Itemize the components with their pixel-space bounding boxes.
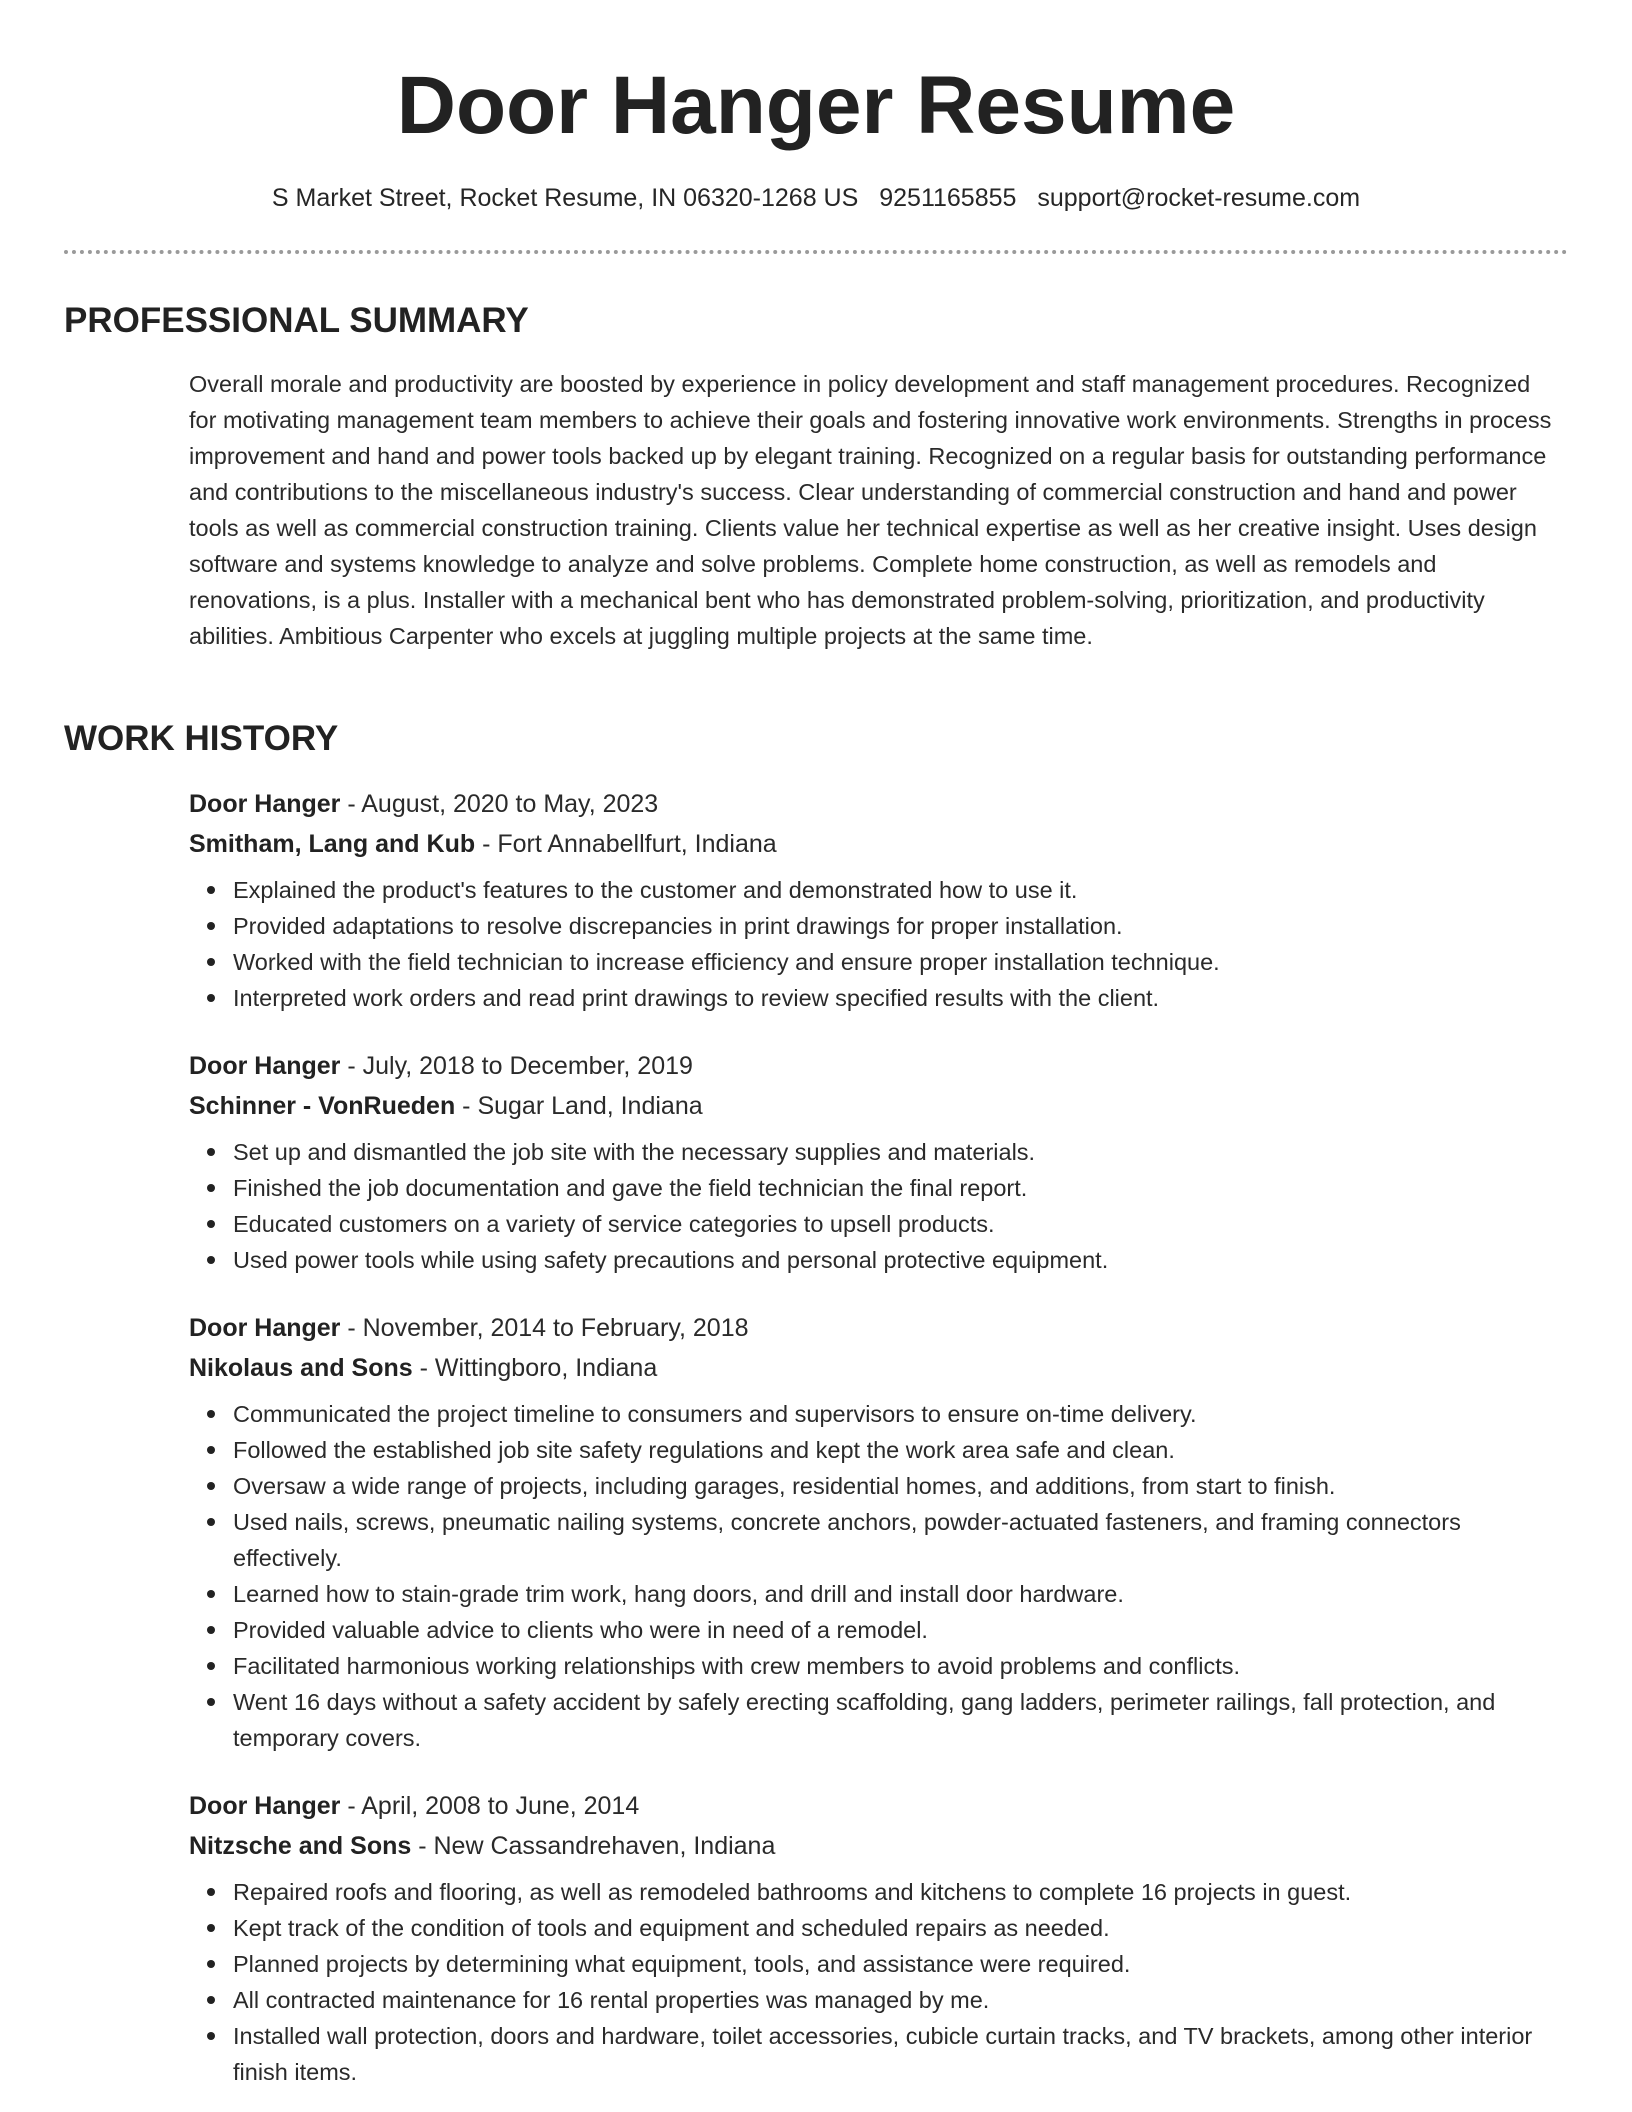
job-dates: - August, 2020 to May, 2023: [340, 790, 659, 818]
job-role: Door Hanger: [189, 790, 341, 818]
job-location: - Wittingboro, Indiana: [412, 1354, 658, 1382]
job-bullets: [189, 872, 1564, 1016]
job-company-line: [189, 824, 1564, 864]
job-company: Schinner - VonRueden: [189, 1092, 456, 1120]
contact-phone: 9251165855: [879, 184, 1017, 212]
job-company: Nitzsche and Sons: [189, 1832, 412, 1860]
job-bullets: [189, 1134, 1564, 1278]
job-bullet: Kept track of the condition of tools and equipment and scheduled repairs as needed.: [233, 1910, 1564, 1946]
resume-title: Door Hanger Resume: [396, 60, 1236, 151]
summary-text: Overall morale and productivity are boosted by experience in policy development and staff management procedures. Recognized for motivating management team members to achieve their goals and fostering innovative work environments. Strengths in process improvement and hand and power tools backed up by elegant training. Recognized on a regular basis for outstanding performance and contributions to the miscellaneous industry's success. Clear understanding of commercial construction and hand and power tools as well as commercial construction training. Clients value her technical expertise as well as her creative insight. Uses design software and systems knowledge to analyze and solve problems. Complete home construction, as well as remodels and renovations, is a plus. Installer with a mechanical bent who has demonstrated problem-solving, prioritization, and productivity abilities. Ambitious Carpenter who excels at juggling multiple projects at the same time.: [189, 371, 1552, 649]
job-bullet: Learned how to stain-grade trim work, hang doors, and drill and install door hardware.: [233, 1576, 1564, 1612]
summary-heading: PROFESSIONAL SUMMARY: [64, 301, 529, 340]
job-location: - New Cassandrehaven, Indiana: [411, 1832, 776, 1860]
job-title-line: [189, 1046, 1564, 1086]
job-dates: - November, 2014 to February, 2018: [340, 1314, 749, 1342]
job-entry: [189, 1046, 1564, 1278]
job-entry: [189, 784, 1564, 1016]
job-bullet: Worked with the field technician to increase efficiency and ensure proper installation technique.: [233, 944, 1564, 980]
job-company: Nikolaus and Sons: [189, 1354, 413, 1382]
job-bullet: Explained the product's features to the customer and demonstrated how to use it.: [233, 872, 1564, 908]
job-bullet: Followed the established job site safety regulations and kept the work area safe and clean.: [233, 1432, 1564, 1468]
job-bullet: Finished the job documentation and gave the field technician the final report.: [233, 1170, 1564, 1206]
job-company: Smitham, Lang and Kub: [189, 830, 476, 858]
job-bullet: Interpreted work orders and read print drawings to review specified results with the client.: [233, 980, 1564, 1016]
job-title-line: [189, 784, 1564, 824]
job-location: - Fort Annabellfurt, Indiana: [475, 830, 777, 858]
job-bullet: Went 16 days without a safety accident by safely erecting scaffolding, gang ladders, perimeter railings, fall protection, and temporary covers.: [233, 1684, 1564, 1756]
job-role: Door Hanger: [189, 1792, 341, 1820]
job-bullet: Set up and dismantled the job site with the necessary supplies and materials.: [233, 1134, 1564, 1170]
job-entry: [189, 1786, 1564, 2090]
job-dates: - April, 2008 to June, 2014: [340, 1792, 640, 1820]
job-company-line: [189, 1086, 1564, 1126]
job-bullet: Facilitated harmonious working relationships with crew members to avoid problems and conflicts.: [233, 1648, 1564, 1684]
job-bullet: Planned projects by determining what equipment, tools, and assistance were required.: [233, 1946, 1564, 1982]
work-history-list: [189, 784, 1564, 2112]
job-title-line: [189, 1786, 1564, 1826]
job-dates: - July, 2018 to December, 2019: [340, 1052, 693, 1080]
contact-address: S Market Street, Rocket Resume, IN 06320-1268 US: [271, 184, 859, 212]
header-divider: [64, 250, 1568, 254]
job-bullets: [189, 1396, 1564, 1756]
job-bullet: Used power tools while using safety precautions and personal protective equipment.: [233, 1242, 1564, 1278]
job-bullet: Repaired roofs and flooring, as well as remodeled bathrooms and kitchens to complete 16 projects in guest.: [233, 1874, 1564, 1910]
job-bullet: Provided adaptations to resolve discrepancies in print drawings for proper installation.: [233, 908, 1564, 944]
job-bullet: Communicated the project timeline to consumers and supervisors to ensure on-time delivery.: [233, 1396, 1564, 1432]
job-bullet: Oversaw a wide range of projects, including garages, residential homes, and additions, from start to finish.: [233, 1468, 1564, 1504]
work-history-heading: WORK HISTORY: [64, 719, 339, 758]
job-bullet: Used nails, screws, pneumatic nailing systems, concrete anchors, powder-actuated fasteners, and framing connectors effectively.: [233, 1504, 1564, 1576]
job-title-line: [189, 1308, 1564, 1348]
contact-email: support@rocket-resume.com: [1037, 184, 1361, 212]
job-company-line: [189, 1826, 1564, 1866]
job-bullet: Installed wall protection, doors and hardware, toilet accessories, cubicle curtain tracks, and TV brackets, among other interior finish items.: [233, 2018, 1564, 2090]
job-company-line: [189, 1348, 1564, 1388]
job-bullet: Provided valuable advice to clients who were in need of a remodel.: [233, 1612, 1564, 1648]
job-bullet: All contracted maintenance for 16 rental properties was managed by me.: [233, 1982, 1564, 2018]
job-bullet: Educated customers on a variety of service categories to upsell products.: [233, 1206, 1564, 1242]
job-role: Door Hanger: [189, 1314, 341, 1342]
job-location: - Sugar Land, Indiana: [455, 1092, 703, 1120]
contact-line: [0, 180, 1632, 216]
job-role: Door Hanger: [189, 1052, 341, 1080]
job-entry: [189, 1308, 1564, 1756]
job-bullets: [189, 1874, 1564, 2090]
